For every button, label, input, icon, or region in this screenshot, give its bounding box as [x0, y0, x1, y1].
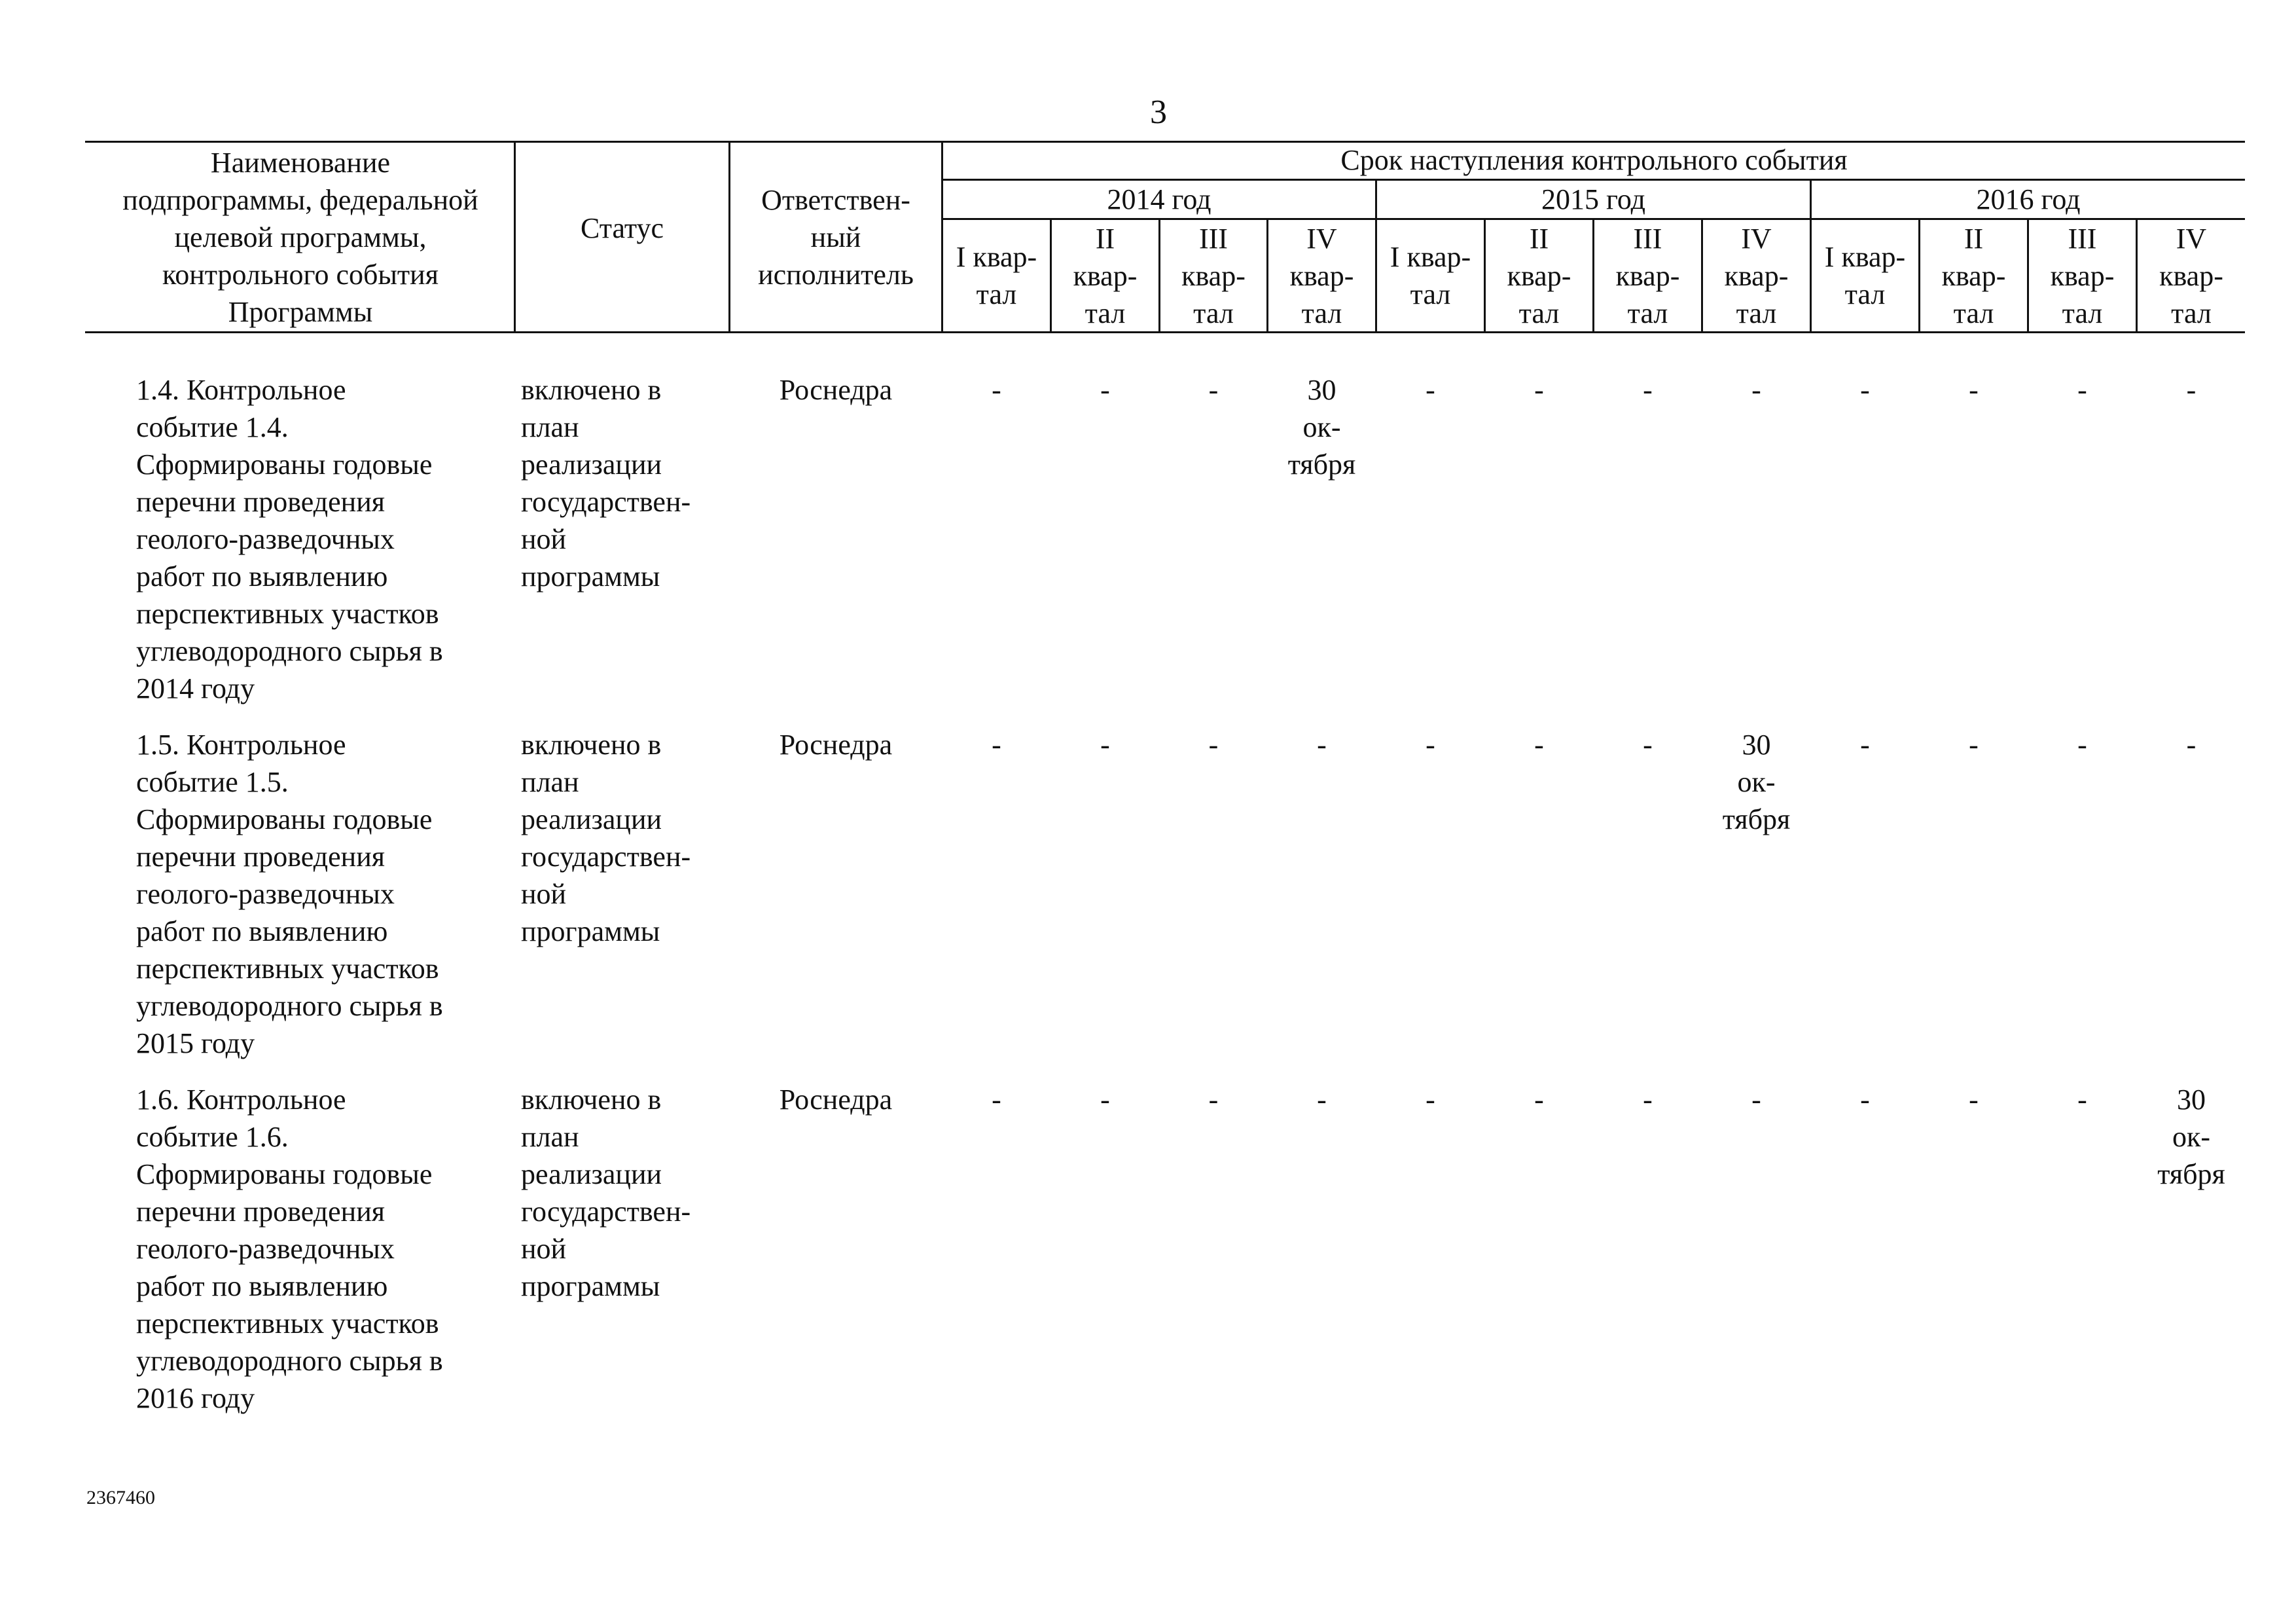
quarter-value: -	[1751, 374, 1761, 406]
quarter-value: -	[1860, 1084, 1870, 1116]
quarter-value: -	[2077, 729, 2087, 761]
header-executor: Ответствен- ный исполнитель	[758, 183, 914, 291]
row-name: 1.6. Контрольное событие 1.6. Сформированы годовые перечни проведения геолого-разведочных работ по выявлению перспективных участков углеводородного сырья в 2016 году	[136, 1084, 443, 1414]
quarter-value: 30 ок- тября	[2157, 1084, 2225, 1190]
quarter-value: -	[1969, 374, 1979, 406]
quarter-value: -	[1860, 374, 1870, 406]
quarter-value: -	[1100, 1084, 1110, 1116]
header-quarter: II квар- тал	[1507, 222, 1571, 329]
header-quarter: II квар- тал	[1941, 222, 2006, 329]
quarter-value: -	[1426, 374, 1435, 406]
row-status: включено в план реализации государствен- ной программы	[521, 729, 691, 947]
header-bottom-border	[85, 331, 2245, 333]
quarter-value: -	[992, 729, 1001, 761]
quarter-value: -	[2077, 1084, 2087, 1116]
row-name: 1.5. Контрольное событие 1.5. Сформированы годовые перечни проведения геолого-разведочных работ по выявлению перспективных участков углеводородного сырья в 2015 году	[136, 729, 443, 1059]
quarter-value: -	[1860, 729, 1870, 761]
header-name: Наименование подпрограммы, федеральной целевой программы, контрольного события Программы	[122, 146, 478, 328]
quarter-value: 30 ок- тября	[1722, 729, 1791, 835]
header-quarter: IV квар- тал	[1724, 222, 1789, 329]
quarter-value: -	[992, 374, 1001, 406]
quarter-value: -	[1317, 1084, 1327, 1116]
header-status: Статус	[580, 212, 664, 244]
quarter-value: -	[1100, 729, 1110, 761]
quarter-value: -	[1208, 1084, 1219, 1116]
quarter-value: -	[1643, 1084, 1653, 1116]
page-number: 3	[1150, 94, 1167, 131]
row-executor: Роснедра	[779, 729, 893, 761]
quarter-value: -	[2186, 374, 2197, 406]
quarter-value: -	[1426, 729, 1435, 761]
header-deadline: Срок наступления контрольного события	[1340, 144, 1848, 176]
quarter-value: -	[1751, 1084, 1761, 1116]
header-year: 2014 год	[1107, 183, 1211, 215]
header-quarter: III квар- тал	[2050, 222, 2115, 329]
header-quarter: I квар- тал	[1824, 241, 1906, 310]
header-quarter: I квар- тал	[1390, 241, 1471, 310]
header-year: 2015 год	[1541, 183, 1646, 215]
quarter-value: -	[1969, 729, 1979, 761]
row-status: включено в план реализации государствен- ной программы	[521, 1084, 691, 1302]
row-status: включено в план реализации государствен- ной программы	[521, 374, 691, 593]
row-executor: Роснедра	[779, 1084, 893, 1116]
quarter-value: -	[1534, 374, 1544, 406]
quarter-value: -	[1969, 1084, 1979, 1116]
quarter-value: -	[1643, 374, 1653, 406]
quarter-value: -	[1426, 1084, 1435, 1116]
header-quarter: IV квар- тал	[2159, 222, 2223, 329]
row-name: 1.4. Контрольное событие 1.4. Сформированы годовые перечни проведения геолого-разведочных работ по выявлению перспективных участков углеводородного сырья в 2014 году	[136, 374, 443, 704]
quarter-value: -	[992, 1084, 1001, 1116]
quarter-value: 30 ок- тября	[1287, 374, 1356, 481]
header-year: 2016 год	[1976, 183, 2081, 215]
quarter-value: -	[1100, 374, 1110, 406]
quarter-value: -	[1208, 729, 1219, 761]
quarter-value: -	[1643, 729, 1653, 761]
header-quarter: IV квар- тал	[1289, 222, 1354, 329]
header-quarter: II квар- тал	[1073, 222, 1138, 329]
document-id: 2367460	[86, 1487, 155, 1508]
header-quarter: I квар- тал	[956, 241, 1037, 310]
quarter-value: -	[1317, 729, 1327, 761]
quarter-value: -	[2186, 729, 2197, 761]
quarter-value: -	[2077, 374, 2087, 406]
row-executor: Роснедра	[779, 374, 893, 406]
quarter-value: -	[1534, 1084, 1544, 1116]
header-quarter: III квар- тал	[1181, 222, 1246, 329]
quarter-value: -	[1208, 374, 1219, 406]
quarter-value: -	[1534, 729, 1544, 761]
header-quarter: III квар- тал	[1615, 222, 1680, 329]
